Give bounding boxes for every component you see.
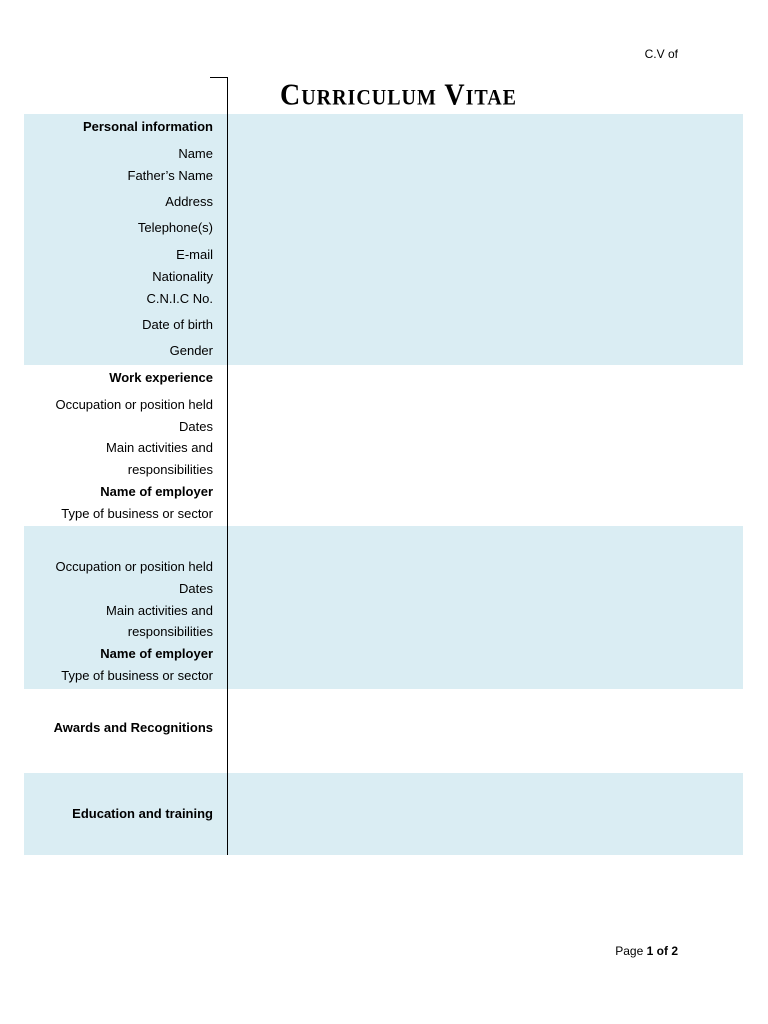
page-current: 1 (646, 944, 654, 958)
cv-of-label: C.V of (644, 47, 678, 61)
page-of: of (656, 944, 668, 958)
email-label: E-mail (176, 247, 213, 262)
telephone-label: Telephone(s) (137, 220, 213, 235)
awards-heading: Awards and Recognitions (53, 720, 213, 735)
name-label: Name (178, 146, 213, 161)
activities-label-line2: responsibilities (127, 624, 213, 639)
occupation-label: Occupation or position held (55, 559, 213, 574)
page-number (615, 944, 678, 958)
column-divider (227, 77, 228, 855)
activities-label-line2: responsibilities (127, 462, 213, 477)
page-prefix: Page (615, 944, 644, 958)
gender-label: Gender (169, 343, 213, 358)
work-experience-heading: Work experience (109, 370, 213, 385)
business-label: Type of business or sector (61, 506, 213, 521)
activities-label-line1: Main activities and (106, 440, 213, 455)
dates-label: Dates (179, 419, 213, 434)
document-title: Curriculum Vitae (280, 78, 518, 113)
personal-info-band (24, 114, 743, 365)
divider-top-tick (210, 77, 228, 78)
address-label: Address (165, 194, 213, 209)
cnic-label: C.N.I.C No. (146, 291, 213, 306)
employer-label: Name of employer (100, 646, 213, 661)
dates-label: Dates (179, 581, 213, 596)
education-heading: Education and training (72, 806, 213, 821)
nationality-label: Nationality (152, 269, 213, 284)
occupation-label: Occupation or position held (55, 397, 213, 412)
activities-label-line1: Main activities and (106, 603, 213, 618)
father-name-label: Father’s Name (127, 168, 213, 183)
employer-label: Name of employer (100, 484, 213, 499)
dob-label: Date of birth (142, 317, 213, 332)
personal-info-heading: Personal information (82, 119, 213, 134)
business-label: Type of business or sector (61, 668, 213, 683)
page-total: 2 (671, 944, 678, 958)
